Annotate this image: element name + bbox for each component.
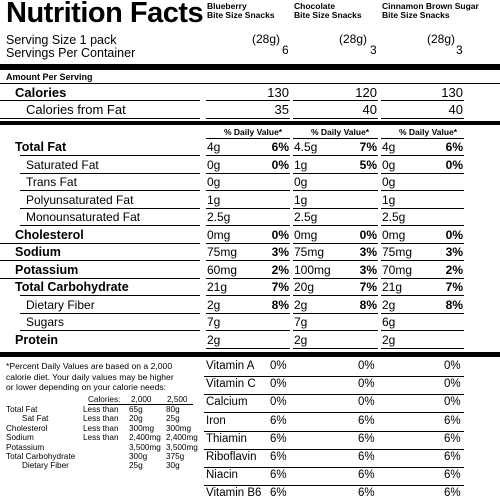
nutrient-daily-value: 0% xyxy=(271,157,289,172)
divider xyxy=(381,173,464,174)
vitamin-label: Thiamin xyxy=(206,432,247,445)
nutrient-daily-value: 7% xyxy=(359,140,377,154)
divider xyxy=(381,260,464,261)
nutrient-amount: 1g xyxy=(382,192,396,207)
vitamin-daily-value: 0% xyxy=(444,378,461,391)
divider xyxy=(20,295,200,296)
amount-per-serving: Amount Per Serving xyxy=(6,72,93,82)
divider xyxy=(0,100,200,101)
vitamin-daily-value: 0% xyxy=(270,396,287,409)
nutrient-amount: 6g xyxy=(382,315,396,329)
divider xyxy=(204,485,464,486)
nutrient-amount: 2.5g xyxy=(207,210,231,224)
divider xyxy=(381,155,464,156)
dv-table-nutrient: Potassium xyxy=(6,442,45,452)
divider xyxy=(293,190,378,191)
dv-table-qualifier: Less than xyxy=(83,414,119,424)
divider xyxy=(204,376,464,377)
divider xyxy=(293,260,378,261)
nutrient-daily-value: 0% xyxy=(445,157,463,172)
product-subtitle: Bite Size Snacks xyxy=(294,10,362,20)
nutrient-daily-value: 2% xyxy=(271,262,289,277)
divider xyxy=(206,313,290,314)
serving-size-label: Serving Size 1 pack xyxy=(6,33,117,47)
calories-value: 130 xyxy=(441,85,463,100)
nutrient-label: Polyunsaturated Fat xyxy=(26,192,134,207)
nutrient-amount: 60mg xyxy=(207,262,238,277)
nutrient-amount: 0g xyxy=(382,175,396,189)
nutrient-label: Dietary Fiber xyxy=(26,297,95,312)
divider xyxy=(0,260,200,261)
dv-table-nutrient: Total Carbohydrate xyxy=(6,452,76,461)
servings-per-container-label: Servings Per Container xyxy=(6,46,136,60)
divider xyxy=(293,243,378,244)
calories-label: Calories xyxy=(15,85,67,100)
dv-table-value-2000: 65g xyxy=(129,405,143,414)
thick-divider xyxy=(0,64,500,70)
dv-table-nutrient: Total Fat xyxy=(6,405,38,414)
divider xyxy=(206,295,290,296)
dv-table-value-2000: 300g xyxy=(129,452,148,461)
divider xyxy=(293,173,378,174)
divider xyxy=(0,118,200,119)
serving-grams: (28g) xyxy=(339,32,368,46)
vitamin-daily-value: 6% xyxy=(270,469,287,482)
vitamin-daily-value: 6% xyxy=(270,432,287,445)
divider xyxy=(293,330,378,331)
nutrient-amount: 2g xyxy=(207,332,221,347)
calories-value: 120 xyxy=(355,85,377,100)
dv-table-qualifier: Less than xyxy=(83,423,119,433)
vitamin-daily-value: 0% xyxy=(270,378,287,391)
divider xyxy=(381,330,464,331)
calories-from-fat-value: 40 xyxy=(448,102,463,117)
vitamin-label: Calcium xyxy=(206,396,248,409)
nutrient-daily-value: 0% xyxy=(271,227,289,242)
nutrient-label: Total Carbohydrate xyxy=(15,280,129,294)
nutrient-daily-value: 2% xyxy=(445,262,463,277)
nutrient-amount: 2g xyxy=(294,332,308,347)
servings-count: 3 xyxy=(370,43,377,57)
divider xyxy=(20,173,200,174)
servings-count: 3 xyxy=(456,43,463,57)
nutrient-amount: 21g xyxy=(382,280,403,294)
vitamin-label: Iron xyxy=(206,414,226,427)
divider xyxy=(204,467,464,468)
vitamin-daily-value: 6% xyxy=(358,432,375,445)
nutrient-label: Sugars xyxy=(26,315,65,329)
nutrient-daily-value: 8% xyxy=(445,297,463,312)
calories-from-fat-label: Calories from Fat xyxy=(26,102,126,117)
divider xyxy=(381,100,464,101)
nutrient-amount: 0mg xyxy=(207,227,231,242)
divider xyxy=(204,431,464,432)
footnote-line: calorie diet. Your daily values may be higher xyxy=(6,371,174,382)
vitamin-label: Vitamin C xyxy=(206,378,256,391)
product-subtitle: Bite Size Snacks xyxy=(207,10,275,20)
nutrient-label: Potassium xyxy=(15,262,79,277)
nutrient-amount: 0g xyxy=(294,175,308,189)
divider xyxy=(0,83,500,84)
divider xyxy=(204,394,464,395)
nutrient-amount: 0g xyxy=(207,157,221,172)
divider xyxy=(293,118,378,119)
divider xyxy=(206,155,290,156)
divider xyxy=(204,412,464,413)
divider xyxy=(0,278,200,279)
divider xyxy=(293,208,378,209)
vitamin-daily-value: 6% xyxy=(270,487,287,500)
divider xyxy=(206,173,290,174)
divider xyxy=(0,243,200,244)
dv-table-value-2500: 2,400mg xyxy=(166,433,198,443)
vitamin-daily-value: 0% xyxy=(358,378,375,391)
dv-table-nutrient: Dietary Fiber xyxy=(22,461,69,471)
nutrient-amount: 4.5g xyxy=(294,140,318,154)
divider xyxy=(20,155,200,156)
divider xyxy=(206,225,290,226)
vitamin-label: Vitamin A xyxy=(206,360,255,372)
dv-table-value-2000: 3,500mg xyxy=(129,442,161,452)
nutrient-label: Protein xyxy=(15,332,59,347)
vitamin-label: Riboflavin xyxy=(206,451,257,463)
divider xyxy=(206,100,290,101)
divider xyxy=(293,348,378,349)
dv-table-nutrient: Sat Fat xyxy=(22,414,49,424)
vitamin-daily-value: 6% xyxy=(358,487,375,500)
daily-value-header: % Daily Value* xyxy=(311,127,370,137)
dv-table-value-2500: 25g xyxy=(166,414,180,424)
product-subtitle: Bite Size Snacks xyxy=(382,10,450,20)
dv-table-value-2500: 300mg xyxy=(166,423,192,433)
divider xyxy=(206,190,290,191)
dv-table-cal-2500: 2,500 xyxy=(167,395,188,404)
thick-divider xyxy=(0,352,500,357)
product-name: Cinnamon Brown Sugar xyxy=(382,1,479,11)
divider xyxy=(20,208,200,209)
vitamin-label: Niacin xyxy=(206,469,238,482)
nutrient-daily-value: 6% xyxy=(271,140,289,154)
dv-table-value-2000: 25g xyxy=(129,461,143,471)
nutrient-amount: 70mg xyxy=(382,262,413,277)
divider xyxy=(206,278,290,279)
vitamin-daily-value: 6% xyxy=(444,451,461,463)
divider xyxy=(206,208,290,209)
vitamin-daily-value: 6% xyxy=(444,487,461,500)
vitamin-daily-value: 6% xyxy=(444,469,461,482)
dv-table-value-2500: 80g xyxy=(166,405,180,414)
vitamin-daily-value: 0% xyxy=(358,360,375,372)
dv-table-value-2000: 2,400mg xyxy=(129,433,161,443)
nutrient-amount: 4g xyxy=(207,140,221,154)
dv-table-value-2500: 3,500mg xyxy=(166,442,198,452)
divider xyxy=(206,260,290,261)
nutrient-amount: 2.5g xyxy=(382,210,406,224)
dv-table-nutrient: Cholesterol xyxy=(6,423,48,433)
product-name: Chocolate xyxy=(294,1,336,11)
dv-table-value-2000: 300mg xyxy=(129,423,155,433)
vitamin-daily-value: 6% xyxy=(358,414,375,427)
footnote-line: or lower depending on your calorie needs: xyxy=(6,382,167,392)
nutrient-amount: 0mg xyxy=(382,227,406,242)
nutrient-amount: 21g xyxy=(207,280,228,294)
nutrient-daily-value: 3% xyxy=(359,245,377,259)
calories-value: 130 xyxy=(267,85,289,100)
dv-table-qualifier: Less than xyxy=(83,433,119,443)
divider xyxy=(381,348,464,349)
divider xyxy=(381,118,464,119)
vitamin-daily-value: 6% xyxy=(358,451,375,463)
nutrient-daily-value: 3% xyxy=(359,262,377,277)
vitamin-daily-value: 6% xyxy=(270,451,287,463)
divider xyxy=(20,313,200,314)
nutrient-daily-value: 6% xyxy=(445,140,463,154)
nutrient-label: Saturated Fat xyxy=(26,157,99,172)
nutrient-daily-value: 3% xyxy=(445,245,463,259)
dv-table-value-2500: 30g xyxy=(166,461,180,471)
divider xyxy=(293,225,378,226)
divider xyxy=(293,278,378,279)
nutrient-label: Trans Fat xyxy=(26,175,77,189)
divider xyxy=(206,243,290,244)
serving-grams: (28g) xyxy=(427,32,456,46)
footnote-line: *Percent Daily Values are based on a 2,000 xyxy=(6,361,173,371)
nutrient-daily-value: 8% xyxy=(271,297,289,312)
nutrient-amount: 7g xyxy=(207,315,221,329)
nutrient-amount: 0g xyxy=(207,175,221,189)
vitamin-daily-value: 0% xyxy=(358,396,375,409)
dv-table-qualifier: Less than xyxy=(83,405,119,414)
nutrient-label: Sodium xyxy=(15,245,61,259)
divider xyxy=(20,225,200,226)
nutrient-amount: 100mg xyxy=(294,262,331,277)
divider xyxy=(381,295,464,296)
calories-from-fat-value: 40 xyxy=(362,102,377,117)
nutrient-amount: 2g xyxy=(382,297,396,312)
nutrient-daily-value: 8% xyxy=(359,297,377,312)
serving-grams: (28g) xyxy=(252,32,281,46)
nutrient-daily-value: 5% xyxy=(359,157,377,172)
nutrient-amount: 75mg xyxy=(382,245,413,259)
thick-divider xyxy=(0,121,500,125)
divider xyxy=(204,449,464,450)
product-name: Blueberry xyxy=(207,1,247,11)
divider xyxy=(381,225,464,226)
dv-table-value-2000: 20g xyxy=(129,414,143,424)
divider xyxy=(293,155,378,156)
nutrient-amount: 0g xyxy=(382,157,396,172)
panel-title: Nutrition Facts xyxy=(6,0,204,29)
vitamin-daily-value: 0% xyxy=(270,360,287,372)
daily-value-header: % Daily Value* xyxy=(224,127,283,137)
nutrient-label: Cholesterol xyxy=(15,227,84,242)
dv-table-cal-2000: 2,000 xyxy=(131,395,152,404)
nutrient-amount: 2g xyxy=(294,297,308,312)
nutrient-amount: 4g xyxy=(382,140,396,154)
nutrient-amount: 1g xyxy=(294,192,308,207)
nutrient-amount: 1g xyxy=(207,192,221,207)
dv-table-value-2500: 375g xyxy=(166,452,185,461)
divider xyxy=(20,330,200,331)
divider xyxy=(381,313,464,314)
nutrient-amount: 7g xyxy=(294,315,308,329)
divider xyxy=(381,243,464,244)
vitamin-label: Vitamin B6 xyxy=(206,487,262,500)
nutrient-amount: 75mg xyxy=(207,245,238,259)
divider xyxy=(381,278,464,279)
daily-value-header: % Daily Value* xyxy=(399,127,458,137)
divider xyxy=(206,348,290,349)
vitamin-daily-value: 6% xyxy=(270,414,287,427)
nutrient-amount: 2.5g xyxy=(294,210,318,224)
divider xyxy=(20,190,200,191)
servings-count: 6 xyxy=(282,43,289,57)
nutrient-amount: 2g xyxy=(382,332,396,347)
nutrient-amount: 75mg xyxy=(294,245,325,259)
nutrient-amount: 0mg xyxy=(294,227,318,242)
vitamin-daily-value: 6% xyxy=(444,414,461,427)
divider xyxy=(293,295,378,296)
nutrient-daily-value: 7% xyxy=(271,280,289,294)
nutrient-daily-value: 0% xyxy=(445,227,463,242)
divider xyxy=(206,138,290,139)
divider xyxy=(381,138,464,139)
dv-table-nutrient: Sodium xyxy=(6,433,34,443)
divider xyxy=(206,118,290,119)
vitamin-daily-value: 6% xyxy=(358,469,375,482)
divider xyxy=(293,313,378,314)
divider xyxy=(381,190,464,191)
nutrient-daily-value: 0% xyxy=(359,227,377,242)
vitamin-daily-value: 0% xyxy=(444,360,461,372)
divider xyxy=(206,330,290,331)
divider xyxy=(381,208,464,209)
divider xyxy=(293,100,378,101)
calories-from-fat-value: 35 xyxy=(274,102,289,117)
nutrient-label: Total Fat xyxy=(15,140,67,154)
nutrient-amount: 20g xyxy=(294,280,315,294)
nutrient-amount: 1g xyxy=(294,157,308,172)
nutrient-amount: 2g xyxy=(207,297,221,312)
nutrient-daily-value: 7% xyxy=(359,280,377,294)
nutrient-daily-value: 7% xyxy=(445,280,463,294)
nutrient-label: Monounsaturated Fat xyxy=(26,210,141,224)
divider xyxy=(293,138,378,139)
nutrient-daily-value: 3% xyxy=(271,245,289,259)
vitamin-daily-value: 0% xyxy=(444,396,461,409)
dv-table-calories-label: Calories: xyxy=(88,395,121,404)
vitamin-daily-value: 6% xyxy=(444,432,461,445)
